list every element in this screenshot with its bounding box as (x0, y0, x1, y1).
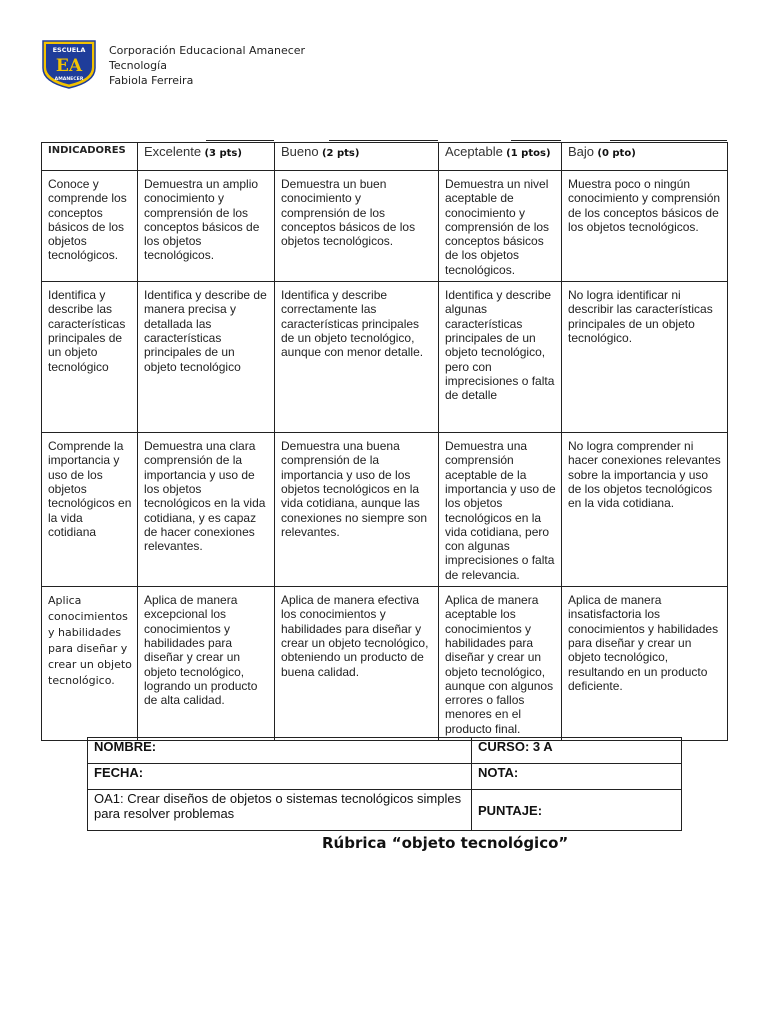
indicator-cell: Identifica y describe las características principales de un objeto tecnológico (42, 282, 138, 433)
criteria-cell: Aplica de manera aceptable los conocimientos y habilidades para diseñar y crear un objeto tecnológico, aunque con algunos errores o fallos menores en el producto final. (439, 587, 562, 741)
level-name: Bueno (281, 144, 319, 159)
criteria-cell: Muestra poco o ningún conocimiento y comprensión de los conceptos básicos de los objetos tecnológicos. (562, 171, 728, 282)
rubric-table (41, 142, 728, 741)
logo-text-bottom: AMANECER (54, 77, 84, 82)
document-header (109, 43, 305, 88)
criteria-cell: No logra identificar ni describir las características principales de un objeto tecnológico. (562, 282, 728, 433)
school-logo (40, 38, 98, 90)
table-row (42, 587, 728, 741)
score-field[interactable]: PUNTAJE: (472, 790, 682, 831)
indicator-cell: Conoce y comprende los conceptos básicos de los objetos tecnológicos. (42, 171, 138, 282)
rubric-header-row (42, 143, 728, 171)
logo-text-top: ESCUELA (52, 46, 86, 54)
level-name: Excelente (144, 144, 202, 159)
learning-objective: OA1: Crear diseños de objetos o sistemas tecnológicos simples para resolver problemas (88, 790, 472, 831)
indicator-cell: Aplica conocimientos y habilidades para diseñar y crear un objeto tecnológico. (42, 587, 138, 741)
criteria-cell: Identifica y describe algunas características principales de un objeto tecnológico, pero con imprecisiones o falta de detalle (439, 282, 562, 433)
info-row (88, 790, 682, 831)
info-row (88, 738, 682, 764)
name-field[interactable]: NOMBRE: (88, 738, 472, 764)
criteria-cell: Identifica y describe de manera precisa y detallada las características principales de un objeto tecnológico (138, 282, 275, 433)
level-header-bueno (275, 143, 439, 171)
criteria-cell: Demuestra una clara comprensión de la importancia y uso de los objetos tecnológicos en la vida cotidiana, y es capaz de hacer conexiones relevantes. (138, 433, 275, 587)
date-field[interactable]: FECHA: (88, 764, 472, 790)
criteria-cell: Demuestra un buen conocimiento y comprensión de los conceptos básicos de los objetos tecnológicos. (275, 171, 439, 282)
indicators-header: INDICADORES (42, 143, 138, 171)
level-name: Aceptable (445, 144, 503, 159)
level-points: (3 pts) (204, 148, 242, 159)
criteria-cell: No logra comprender ni hacer conexiones relevantes sobre la importancia y uso de los objetos tecnológicos en la vida cotidiana. (562, 433, 728, 587)
teacher-name: Fabiola Ferreira (109, 74, 194, 87)
course-field: CURSO: 3 A (472, 738, 682, 764)
criteria-cell: Aplica de manera insatisfactoria los conocimientos y habilidades para diseñar y crear un objeto tecnológico, resultando en un producto deficiente. (562, 587, 728, 741)
criteria-cell: Demuestra una buena comprensión de la importancia y uso de los objetos tecnológicos en la vida cotidiana, aunque las conexiones no siempre son relevantes. (275, 433, 439, 587)
table-row (42, 433, 728, 587)
table-row (42, 171, 728, 282)
criteria-cell: Aplica de manera excepcional los conocimientos y habilidades para diseñar y crear un objeto tecnológico, logrando un producto de alta calidad. (138, 587, 275, 741)
criteria-cell: Demuestra un nivel aceptable de conocimiento y comprensión de los conceptos básicos de los objetos tecnológicos. (439, 171, 562, 282)
level-points: (0 pto) (597, 148, 636, 159)
subject-name: Tecnología (109, 59, 167, 72)
document-title: Rúbrica “objeto tecnológico” (322, 834, 569, 852)
criteria-cell: Demuestra un amplio conocimiento y comprensión de los conceptos básicos de los objetos tecnológicos. (138, 171, 275, 282)
info-row (88, 764, 682, 790)
level-points: (2 pts) (321, 148, 360, 159)
level-header-aceptable (439, 143, 562, 171)
logo-initials: EA (55, 56, 83, 76)
indicator-cell: Comprende la importancia y uso de los objetos tecnológicos en la vida cotidiana (42, 433, 138, 587)
level-header-bajo (562, 143, 728, 171)
level-points: (1 ptos) (506, 148, 551, 159)
grade-field[interactable]: NOTA: (472, 764, 682, 790)
criteria-cell: Identifica y describe correctamente las características principales de un objeto tecnológico, aunque con menor detalle. (275, 282, 439, 433)
student-info-table (87, 737, 682, 831)
table-row (42, 282, 728, 433)
criteria-cell: Aplica de manera efectiva los conocimientos y habilidades para diseñar y crear un objeto tecnológico, obteniendo un producto de buena calidad. (275, 587, 439, 741)
criteria-cell: Demuestra una comprensión aceptable de la importancia y uso de los objetos tecnológicos en la vida cotidiana, pero con algunas imprecisiones o falta de relevancia. (439, 433, 562, 587)
organization-name: Corporación Educacional Amanecer (109, 44, 306, 57)
level-header-excelente (138, 143, 275, 171)
level-name: Bajo (568, 144, 595, 159)
